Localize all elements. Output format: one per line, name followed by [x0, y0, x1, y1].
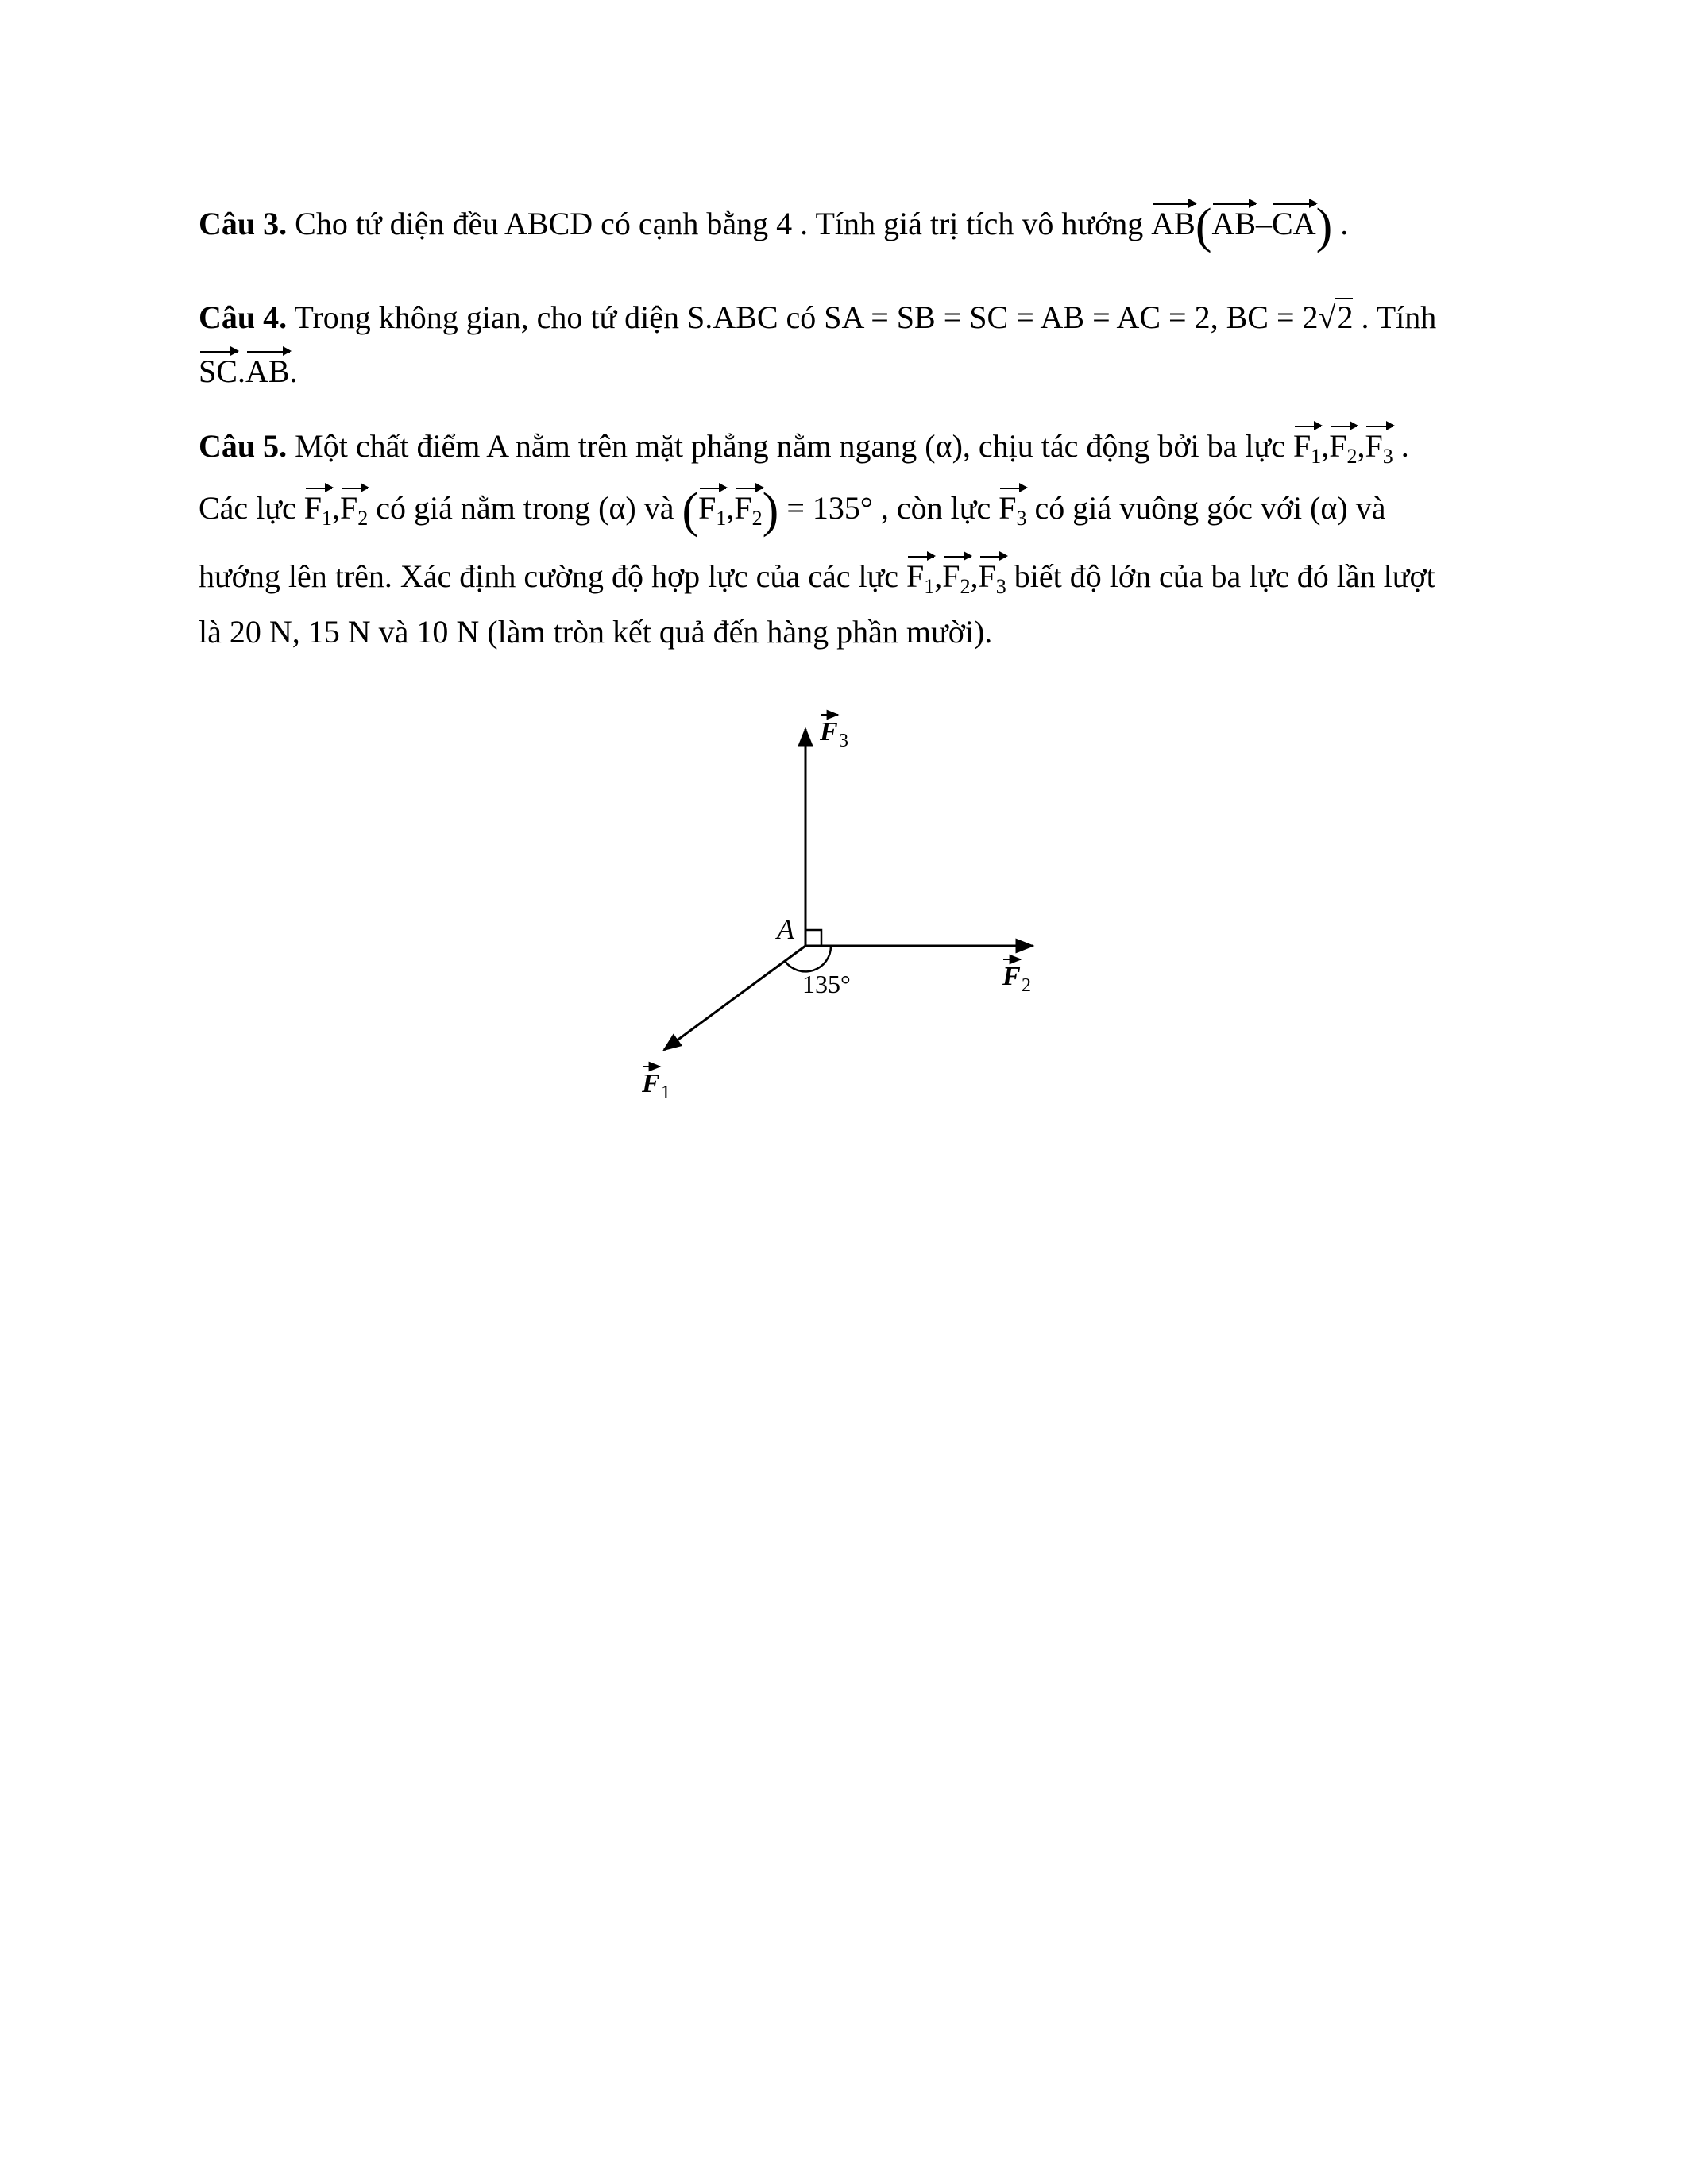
svg-text:3: 3 — [839, 731, 848, 751]
minus-sign: – — [1256, 206, 1273, 241]
vector-ab-2: AB — [1211, 206, 1257, 241]
question-4-tail: . Tính — [1353, 299, 1437, 335]
question-5-text-2b: có giá nằm trong (α) và — [368, 490, 682, 526]
dot-sign: . — [237, 353, 245, 389]
vector-sc: SC — [199, 353, 238, 389]
question-4-label: Câu 4. — [199, 299, 288, 335]
svg-text:F: F — [642, 1069, 660, 1098]
vector-f2: $F_2$ — [734, 490, 763, 530]
question-5-text-2a: Các lực — [199, 490, 304, 526]
sqrt-value: 2 — [1337, 299, 1354, 335]
vector-ca: CA — [1272, 206, 1316, 241]
svg-text:2: 2 — [1022, 975, 1031, 996]
vector-ab: AB — [1151, 206, 1196, 241]
question-4-text: Trong không gian, cho tứ diện S.ABC có SA = SB = SC = AB = AC = 2, BC = 2 — [287, 299, 1319, 335]
comma: , — [1321, 428, 1330, 464]
question-5-text-4: là 20 N, 15 N và 10 N (làm tròn kết quả đến hàng phần mười). — [199, 614, 993, 650]
comma: , — [331, 490, 340, 526]
paren-left: ( — [1195, 199, 1212, 253]
vector-f1: $F_1$ — [303, 490, 332, 530]
vector-f3: $F_3$ — [1365, 428, 1393, 468]
angle-equation: = 135° — [778, 490, 873, 526]
paren-right: ) — [1315, 199, 1333, 253]
point-a-label: A — [777, 913, 794, 945]
question-4-end: . — [289, 353, 298, 389]
svg-text:F: F — [1002, 962, 1021, 991]
right-angle-mark — [805, 930, 821, 946]
period: . — [1393, 428, 1409, 464]
vector-f3: $F_3$ — [978, 558, 1006, 598]
vector-f1: $F_1$ — [906, 558, 935, 598]
question-5-text-2c: , còn lực — [872, 490, 999, 526]
question-3-label: Câu 3. — [199, 206, 288, 241]
vector-f1: $F_1$ — [1292, 428, 1322, 468]
angle-label: 135° — [802, 970, 851, 998]
question-5-label: Câu 5. — [199, 428, 288, 464]
comma: , — [970, 558, 979, 594]
paren-left: ( — [682, 484, 699, 538]
comma: , — [726, 490, 735, 526]
question-5-text-3a: hướng lên trên. Xác định cường độ hợp lực của các lực — [199, 558, 906, 594]
sqrt-symbol: √ — [1318, 299, 1336, 335]
angle-arc — [785, 946, 831, 971]
vector-f2: $F_2$ — [339, 490, 369, 530]
force-f3-label — [819, 715, 848, 751]
comma: , — [1357, 428, 1365, 464]
question-3-end: . — [1332, 206, 1349, 241]
vector-f2: $F_2$ — [942, 558, 971, 598]
force-f1-label — [641, 1067, 670, 1103]
question-3-text: Cho tứ diện đều ABCD có cạnh bằng 4 . Tính giá trị tích vô hướng — [287, 206, 1152, 241]
vector-f1: $F_1$ — [698, 490, 727, 530]
question-5-text-1: Một chất điểm A nằm trên mặt phẳng nằm ngang (α), chịu tác động bởi ba lực — [287, 428, 1293, 464]
vector-f2: $F_2$ — [1329, 428, 1358, 468]
svg-text:F: F — [820, 717, 838, 747]
question-5-text-3b: biết độ lớn của ba lực đó lần lượt — [1006, 558, 1435, 594]
vector-ab-3: AB — [245, 353, 290, 389]
vector-f3: $F_3$ — [999, 490, 1027, 530]
force-f2-label — [1002, 959, 1031, 996]
comma: , — [934, 558, 943, 594]
question-5-text-2d: có giá vuông góc với (α) và — [1026, 490, 1386, 526]
svg-text:1: 1 — [661, 1082, 670, 1103]
paren-right: ) — [762, 484, 779, 538]
